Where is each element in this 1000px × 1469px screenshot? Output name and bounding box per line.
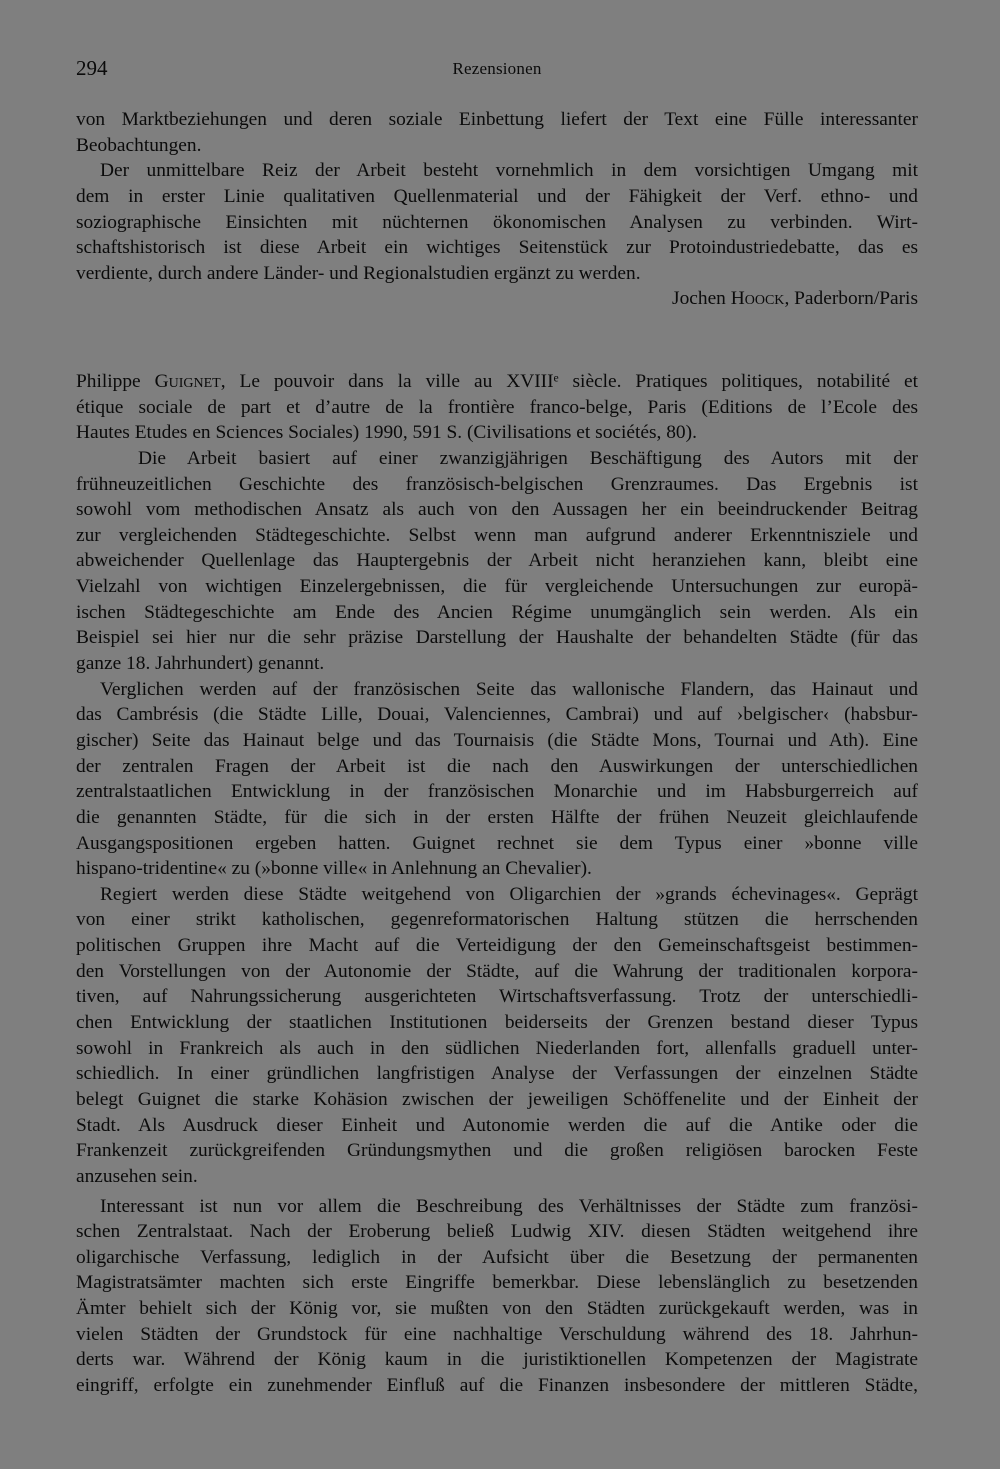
paragraph [76,677,918,882]
text-line: Magistratsämter machten sich erste Eingriffe bemerkbar. Diese lebenslänglich zu besetzenden [76,1272,918,1294]
review-heading-line: Hautes Etudes en Sciences Sociales) 1990, 591 S. (Civilisations et sociétés, 80). [76,422,697,444]
text-line: abweichender Quellenlage das Hauptergebnis der Arbeit nicht heranziehen kann, bleibt eine [76,550,918,572]
text-line: derts war. Während der König kaum in die juristiktionellen Kompetenzen der Magistrate [76,1349,918,1371]
text-line: verdiente, durch andere Länder- und Regionalstudien ergänzt zu werden. [76,262,641,284]
text-line: Stadt. Als Ausdruck dieser Einheit und Autonomie werden die auf die Antike oder die [76,1114,918,1136]
text-line: schen Zentralstaat. Nach der Eroberung beließ Ludwig XIV. diesen Städten weitgehend ihre [76,1221,918,1243]
text-line: Die Arbeit basiert auf einer zwanzigjährigen Beschäftigung des Autors mit der [138,447,918,469]
text-line: Verglichen werden auf der französischen Seite das wallonische Flandern, das Hainaut und [100,678,918,700]
author-surname: Guignet [154,371,221,392]
paragraph [76,446,918,677]
text-line: schaftshistorisch ist diese Arbeit ein wichtiges Seitenstück zur Protoindustriedebatte, das es [76,237,918,259]
text-line: politischen Gruppen ihre Macht auf die Verteidigung der den Gemeinschaftsgeist bestimmen- [76,935,918,957]
paragraph [76,1194,918,1399]
review-1 [76,107,918,312]
text-line: frühneuzeitlichen Geschichte des französisch-belgischen Grenzraumes. Das Ergebnis ist [76,473,918,495]
text-line: ischen Städtegeschichte am Ende des Ancien Régime unumgänglich sein werden. Als ein [76,601,918,623]
reviewer-signature [76,286,918,312]
reviewer-first-name: Jochen [672,288,726,310]
text-line: chen Entwicklung der staatlichen Institutionen beiderseits der Grenzen bestand dieser Typus [76,1012,918,1034]
text-line: Ausgangspositionen ergeben hatten. Guignet rechnet sie dem Typus einer »bonne ville [76,832,918,854]
text-line: Beispiel sei hier nur die sehr präzise Darstellung der Haushalte der behandelten Städte (für das [76,627,918,649]
text-line: von einer strikt katholischen, gegenreformatorischen Haltung stützen die herrschenden [76,909,918,931]
page-number: 294 [76,56,108,80]
heading-text: , Le pouvoir dans la ville au XVIIIᵉ siècle. Pratiques politiques, notabilité et [220,371,918,392]
reviewer-place: , Paderborn/Paris [784,288,918,310]
text-line: der zentralen Fragen der Arbeit ist die nach den Auswirkungen der unterschiedlichen [76,755,918,777]
paragraph [76,882,918,1190]
text-line: sowohl in Frankreich als auch in den südlichen Niederlanden fort, allenfalls graduell unter- [76,1037,918,1059]
text-line: Beobachtungen. [76,134,202,156]
text-line: anzusehen sein. [76,1165,198,1187]
text-line: zentralstaatlichen Entwicklung in der französischen Monarchie und im Habsburgerreich auf [76,781,918,803]
page-header [76,54,918,84]
review-heading-line: étique sociale de part et d’autre de la frontière franco-belge, Paris (Editions de l’Ecole des [76,396,918,418]
text-line: ganze 18. Jahrhundert) genannt. [76,653,325,675]
text-line: das Cambrésis (die Städte Lille, Douai, Valenciennes, Cambrai) und auf ›belgischer‹ (habsbur- [76,704,918,726]
text-line: Ämter behielt sich der König vor, sie mußten von den Städten zurückgekauft werden, was in [76,1298,918,1320]
text-line: Regiert werden diese Städte weitgehend von Oligarchien der »grands échevinages«. Geprägt [100,883,918,905]
running-head: Rezensionen [452,59,542,78]
author-first-name: Philippe [76,371,141,392]
text-line: von Marktbeziehungen und deren soziale Einbettung liefert der Text eine Fülle interessanter [76,109,918,130]
text-line: soziographische Einsichten mit nüchternen ökonomischen Analysen zu verbinden. Wirt- [76,211,918,233]
text-line: Interessant ist nun vor allem die Beschreibung des Verhältnisses der Städte zum französi- [100,1195,918,1217]
text-line: gischer) Seite das Hainaut belge und das Tournaisis (die Städte Mons, Tournai und Ath). Eine [76,729,918,751]
text-line: zur vergleichenden Städtegeschichte. Selbst wenn man aufgrund anderer Erkenntnisziele und [76,524,918,546]
text-line: Der unmittelbare Reiz der Arbeit besteht vornehmlich in dem vorsichtigen Umgang mit [100,160,918,182]
text-line: tiven, auf Nahrungssicherung ausgerichteten Wirtschaftsverfassung. Trotz der unterschiedli- [76,986,918,1008]
review-2 [76,369,918,1399]
text-line: Frankenzeit zurückgreifenden Gründungsmythen und die großen religiösen barocken Feste [76,1140,918,1162]
text-line: oligarchische Verfassung, lediglich in der Aufsicht über die Besetzung der permanenten [76,1246,918,1268]
text-line: eingriff, erfolgte ein zunehmender Einfluß auf die Finanzen insbesondere der mittleren Städte, [76,1374,918,1396]
text-line: hispano-tridentine« zu (»bonne ville« in Anlehnung an Chevalier). [76,858,592,880]
text-line: den Vorstellungen von der Autonomie der Städte, auf die Wahrung der traditionalen korpora- [76,960,918,982]
review-heading-line [76,369,918,395]
text-line: vielen Städten der Grundstock für eine nachhaltige Verschuldung während des 18. Jahrhun- [76,1323,918,1345]
text-line: Vielzahl von wichtigen Einzelergebnissen, die für vergleichende Untersuchungen zur europä- [76,576,918,598]
reviewer-surname: Hoock [730,288,785,310]
text-line: sowohl vom methodischen Ansatz als auch von den Aussagen her ein beeindruckender Beitrag [76,499,918,521]
text-line: belegt Guignet die starke Kohäsion zwischen der jeweiligen Schöffenelite und der Einheit der [76,1088,918,1110]
text-line: schiedlich. In einer gründlichen langfristigen Analyse der Verfassungen der einzelnen Städte [76,1063,918,1085]
text-line: dem in erster Linie qualitativen Quellenmaterial und der Fähigkeit der Verf. ethno- und [76,185,918,207]
text-line: die genannten Städte, für die sich in der ersten Hälfte der frühen Neuzeit gleichlaufende [76,806,918,828]
